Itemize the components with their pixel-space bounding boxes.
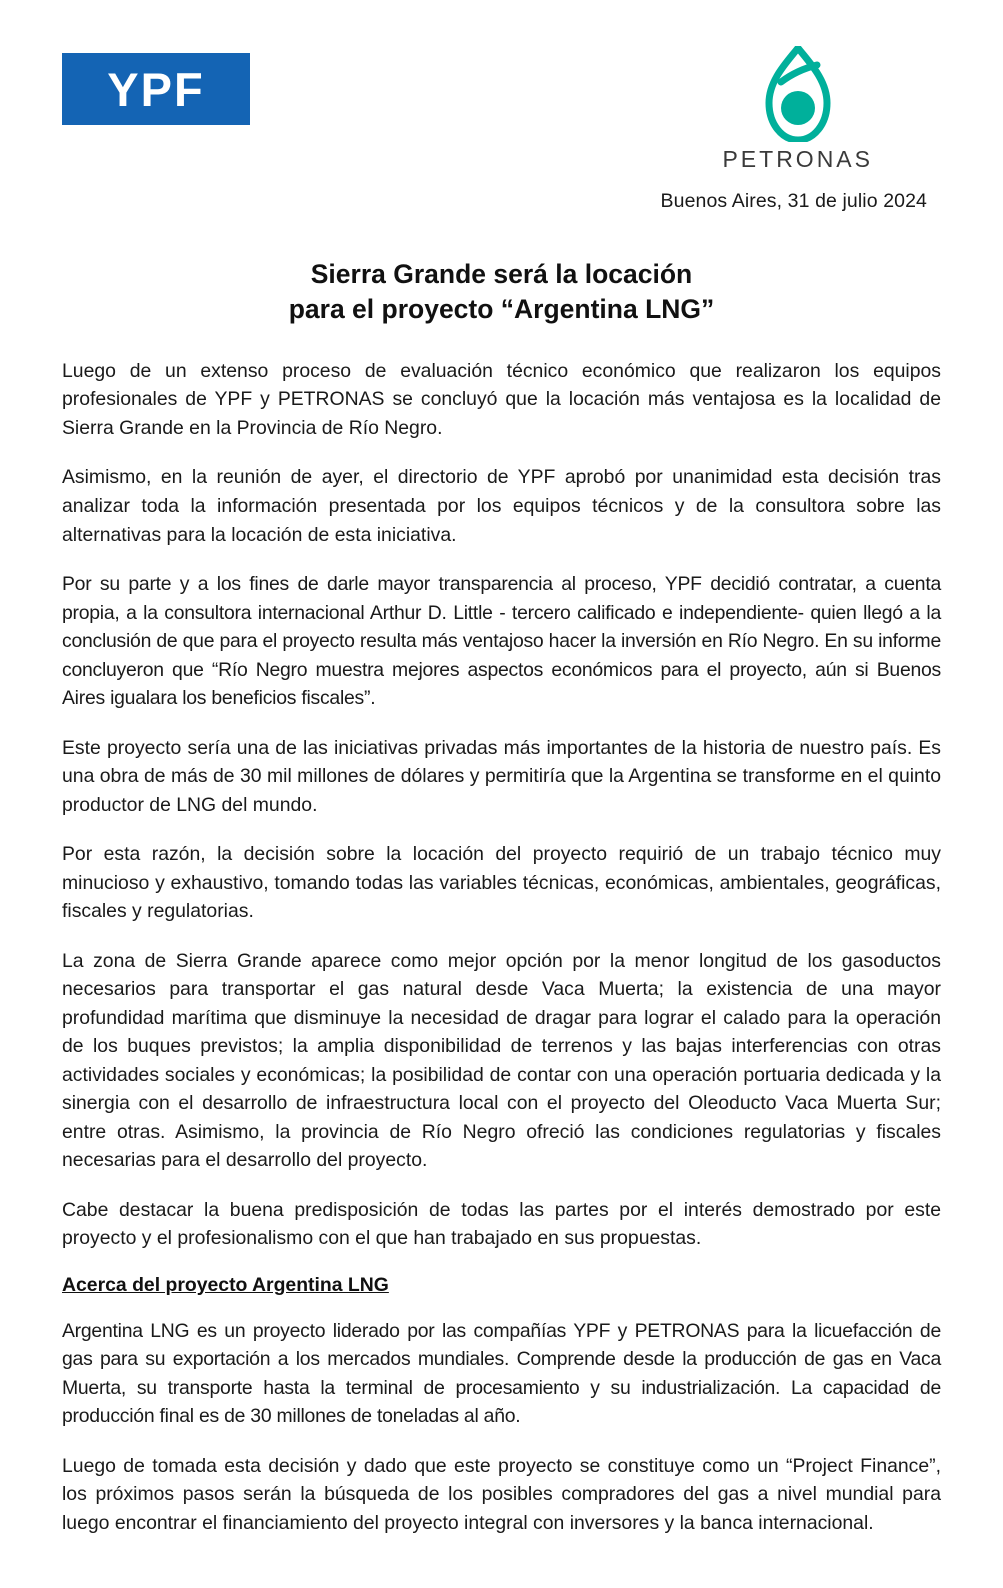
paragraph: Luego de tomada esta decisión y dado que este proyecto se constituye como un “Project Finance”, los próximos pasos serán la búsqueda de los posibles compradores del gas a nivel mundial para luego encontrar el financiamiento del proyecto integral con inversores y la banca internacional. [62,1454,941,1534]
logo-header [62,40,941,180]
paragraph: Argentina LNG es un proyecto liderado por las compañías YPF y PETRONAS para la licuefacción de gas para su exportación a los mercados mundiales. Comprende desde la producción de gas en Vaca Muerta, su transporte hasta la terminal de procesamiento y su industrialización. La capacidad de producción final es de 30 millones de toneladas al año. [62,1319,941,1428]
paragraph: Cabe destacar la buena predisposición de todas las partes por el interés demostrado por este proyecto y el profesionalismo con el que han trabajado en sus propuestas. [62,1198,941,1250]
paragraph: Por esta razón, la decisión sobre la locación del proyecto requirió de un trabajo técnico muy minucioso y exhaustivo, tomando todas las variables técnicas, económicas, ambientales, geográficas, fiscales y regulatorias. [62,843,941,923]
petronas-droplet-icon [761,46,835,142]
paragraph: Este proyecto sería una de las iniciativas privadas más importantes de la historia de nuestro país. Es una obra de más de 30 mil millones de dólares y permitiría que la Argentina se transforme en el quinto productor de LNG del mundo. [62,736,941,816]
ypf-logo-text: YPF [107,62,205,116]
paragraph: Luego de un extenso proceso de evaluación técnico económico que realizaron los equipos profesionales de YPF y PETRONAS se concluyó que la locación más ventajosa es la localidad de Sierra Grande en la Provincia de Río Negro. [62,359,941,439]
ypf-logo [62,53,250,125]
petronas-logo [722,46,873,173]
paragraph: Asimismo, en la reunión de ayer, el directorio de YPF aprobó por unanimidad esta decisión tras analizar toda la información presentada por los equipos técnicos y de la consultora sobre las alternativas para la locación de esta iniciativa. [62,466,941,546]
body-copy [62,357,941,1538]
petronas-wordmark: PETRONAS [722,146,873,172]
date-line: Buenos Aires, 31 de julio 2024 [660,190,927,212]
page-title-line-2: para el proyecto “Argentina LNG” [288,293,715,324]
paragraph: La zona de Sierra Grande aparece como mejor opción por la menor longitud de los gasoductos necesarios para transportar el gas natural desde Vaca Muerta; la existencia de una mayor profundidad marítima que disminuye la necesidad de dragar para lograr el calado para la operación de los buques previstos; la amplia disponibilidad de terrenos y las bajas interferencias con otras actividades sociales y económicas; la posibilidad de contar con una operación portuaria dedicada y la sinergia con el desarrollo de infraestructura local con el proyecto del Oleoducto Vaca Muerta Sur; entre otras. Asimismo, la provincia de Río Negro ofreció las condiciones regulatorias y fiscales necesarias para el desarrollo del proyecto. [62,949,941,1172]
section-heading: Acerca del proyecto Argentina LNG [62,1273,389,1296]
page-title-line-1: Sierra Grande será la locación [310,259,693,289]
paragraph: Por su parte y a los fines de darle mayor transparencia al proceso, YPF decidió contratar, a cuenta propia, a la consultora internacional Arthur D. Little - tercero calificado e independiente- quien llegó a la conclusión de que para el proyecto resulta más ventajoso hacer la inversión en Río Negro. En su informe concluyeron que “Río Negro muestra mejores aspectos económicos para el proyecto, aún si Buenos Aires igualara los beneficios fiscales”. [62,573,941,710]
page-title [62,257,941,327]
